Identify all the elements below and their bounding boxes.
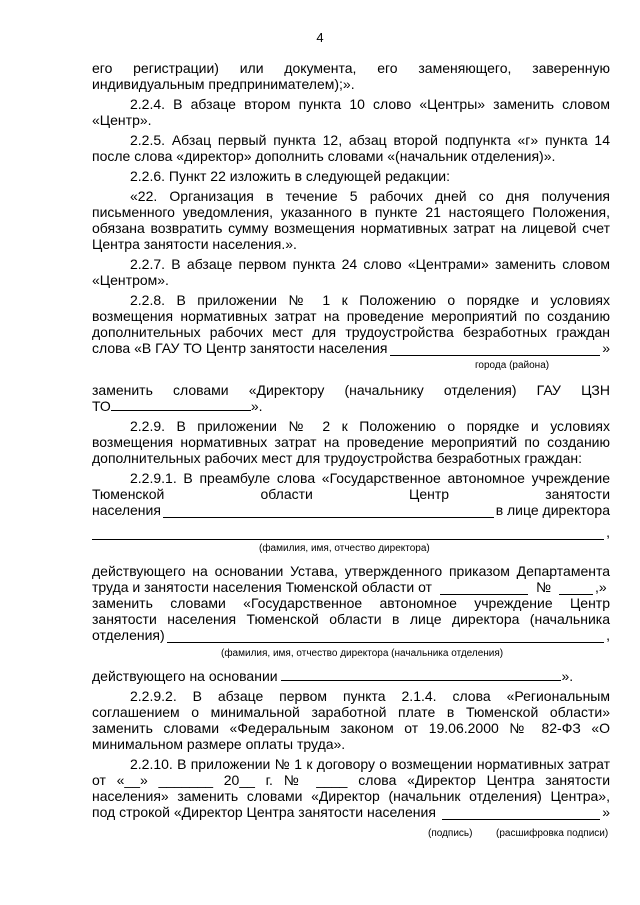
word: Центра — [486, 772, 535, 788]
text-segment: труда и занятости населения Тюменской области от — [92, 579, 432, 595]
word: заменяющего, — [418, 60, 512, 76]
paragraph-2-2-10-line-1: 2.2.10. В приложении № 1 к договору о возмещении нормативных затрат — [130, 756, 610, 772]
page-number: 4 — [316, 30, 324, 45]
word: или — [239, 60, 264, 76]
paragraph-2-2-9-line-2: возмещения нормативных затрат на проведение мероприятий по созданию — [92, 434, 610, 450]
paragraph-22-line-3: обязана возвратить сумму возмещения нормативных затрат на лицевой счет — [92, 220, 610, 236]
paragraph-2-2-8-line-1: 2.2.8. В приложении № 1 к Положению о порядке и условиях — [130, 292, 610, 308]
paragraph-continuation-line-1 — [92, 60, 610, 76]
word: заменить — [92, 382, 153, 398]
word: его — [377, 60, 398, 76]
text-segment: в лице директора — [495, 502, 610, 518]
caption-director-branch-name: (фамилия, имя, отчество директора (начальника отделения) — [221, 648, 504, 659]
paragraph-2-2-8-line-5 — [92, 382, 610, 398]
text-segment: отделения) — [92, 627, 165, 643]
word: «__» — [116, 772, 148, 788]
word: документа, — [284, 60, 357, 76]
paragraph-2-2-9-1-line-1: 2.2.9.1. В преамбуле слова «Государственное автономное учреждение — [130, 470, 610, 486]
caption-director-name: (фамилия, имя, отчество директора) — [259, 543, 430, 554]
text-segment: » — [602, 804, 610, 820]
paragraph-2-2-9-line-1: 2.2.9. В приложении № 2 к Положению о порядке и условиях — [130, 418, 610, 434]
word: 20__ — [223, 772, 255, 788]
text-segment: населения — [92, 502, 161, 518]
text-segment: ». — [250, 398, 263, 414]
paragraph-2-2-6: 2.2.6. Пункт 22 изложить в следующей редакции: — [130, 168, 450, 184]
word: Тюменской — [92, 486, 165, 502]
paragraph-2-2-9-1-line-10 — [92, 668, 610, 684]
paragraph-2-2-8-line-6 — [92, 398, 610, 414]
caption-signature: (подпись) — [428, 828, 473, 839]
word: Центр — [409, 486, 450, 502]
paragraph-2-2-8-line-2: возмещения нормативных затрат на проведение мероприятий по созданию — [92, 308, 610, 324]
text-segment: , — [606, 524, 610, 540]
word: ____ — [316, 772, 348, 788]
blank-line — [559, 582, 593, 595]
paragraph-2-2-9-2-line-4: минимальном размере оплаты труда». — [92, 736, 346, 752]
word: отделения) — [443, 382, 517, 398]
blank-line — [442, 807, 600, 820]
word: «Государственное — [243, 595, 363, 611]
word: словами — [170, 595, 226, 611]
text-segment: действующего на основании — [92, 668, 278, 684]
word: учреждение — [474, 595, 553, 611]
paragraph-2-2-9-line-3: дополнительных рабочих мест для трудоустройства безработных граждан: — [92, 450, 582, 466]
paragraph-22-line-1: «22. Организация в течение 5 рабочих дней со дня получения — [130, 188, 610, 204]
text-segment: ТО — [92, 398, 111, 414]
text-segment: № — [535, 579, 552, 595]
word: автономное — [379, 595, 457, 611]
word: (начальнику — [344, 382, 424, 398]
word: регистрации) — [133, 60, 219, 76]
word: г. — [265, 772, 273, 788]
blank-line — [167, 630, 604, 643]
blank-line — [440, 582, 528, 595]
text-segment: ». — [561, 668, 574, 684]
word: занятости — [545, 486, 611, 502]
paragraph-2-2-9-1-line-4 — [92, 524, 610, 540]
paragraph-continuation-line-2: индивидуальным предпринимателем);». — [92, 76, 355, 92]
paragraph-2-2-10-line-2 — [92, 772, 610, 788]
paragraph-2-2-9-1-line-9 — [92, 627, 610, 643]
paragraph-22-line-2: письменного уведомления, указанного в пункте 21 настоящего Положения, — [92, 204, 610, 220]
word: _______ — [158, 772, 214, 788]
word: занятости — [545, 772, 611, 788]
word: ГАУ — [536, 382, 561, 398]
word: области — [260, 486, 313, 502]
paragraph-2-2-9-1-line-8: занятости населения Тюменской области в лице директора (начальника — [92, 611, 610, 627]
paragraph-2-2-9-1-line-3 — [92, 502, 610, 518]
paragraph-2-2-4-line-1: 2.2.4. В абзаце втором пункта 10 слово «Центры» заменить словом — [130, 96, 610, 112]
paragraph-2-2-9-1-line-7 — [92, 595, 610, 611]
word: Центр — [569, 595, 611, 611]
blank-line — [111, 398, 251, 411]
paragraph-2-2-9-1-line-5: действующего на основании Устава, утвержденного приказом Департамента — [92, 563, 610, 579]
word: словами — [173, 382, 229, 398]
blank-line — [390, 343, 601, 356]
paragraph-2-2-7-line-1: 2.2.7. В абзаце первом пункта 24 слово «Центрами» заменить словом — [130, 256, 610, 272]
paragraph-2-2-10-line-3: населения» заменить словами «Директор (начальник отделения) Центра», — [92, 788, 610, 804]
word: слова — [358, 772, 397, 788]
word: «Директор — [407, 772, 476, 788]
paragraph-2-2-9-2-line-3: заменить словами «Федеральным законом от 19.06.2000 № 82-ФЗ «О — [92, 720, 610, 736]
paragraph-22-line-4: Центра занятости населения.». — [92, 236, 297, 252]
paragraph-2-2-5-line-2: после слова «директор» дополнить словами «(начальник отделения)». — [92, 148, 556, 164]
word: ЦЗН — [581, 382, 610, 398]
blank-line — [281, 668, 561, 681]
text-segment: » — [602, 340, 610, 356]
paragraph-2-2-10-line-4 — [92, 804, 610, 820]
caption-signature-row — [92, 828, 610, 840]
paragraph-2-2-9-2-line-2: соглашением о минимальной заработной плате в Тюменской области» — [92, 704, 610, 720]
paragraph-2-2-4-line-2: «Центр». — [92, 112, 152, 128]
paragraph-2-2-8-line-3: дополнительных рабочих мест для трудоустройства безработных граждан — [92, 324, 610, 340]
paragraph-2-2-9-2-line-1: 2.2.9.2. В абзаце первом пункта 2.1.4. слова «Региональным — [130, 688, 610, 704]
word: заверенную — [532, 60, 610, 76]
document-body — [92, 60, 610, 840]
word: № — [283, 772, 306, 788]
blank-line — [92, 527, 604, 540]
blank-line — [163, 505, 494, 518]
caption-signature-decode: (расшифровка подписи) — [496, 828, 609, 839]
text-segment: , — [606, 627, 610, 643]
word: его — [92, 60, 113, 76]
paragraph-2-2-7-line-2: «Центром». — [92, 272, 169, 288]
word: «Директору — [248, 382, 325, 398]
text-segment: ,» — [595, 579, 607, 595]
paragraph-2-2-8-line-4 — [92, 340, 610, 356]
word: от — [92, 772, 106, 788]
text-segment: слова «В ГАУ ТО Центр занятости населения — [92, 340, 388, 356]
text-segment: под строкой «Директор Центра занятости населения — [92, 804, 436, 820]
paragraph-2-2-9-1-line-6 — [92, 579, 610, 595]
paragraph-2-2-9-1-line-2 — [92, 486, 610, 502]
paragraph-2-2-5-line-1: 2.2.5. Абзац первый пункта 12, абзац второй подпункта «г» пункта 14 — [130, 132, 610, 148]
caption-city: города (района) — [475, 360, 550, 371]
word: заменить — [92, 595, 153, 611]
